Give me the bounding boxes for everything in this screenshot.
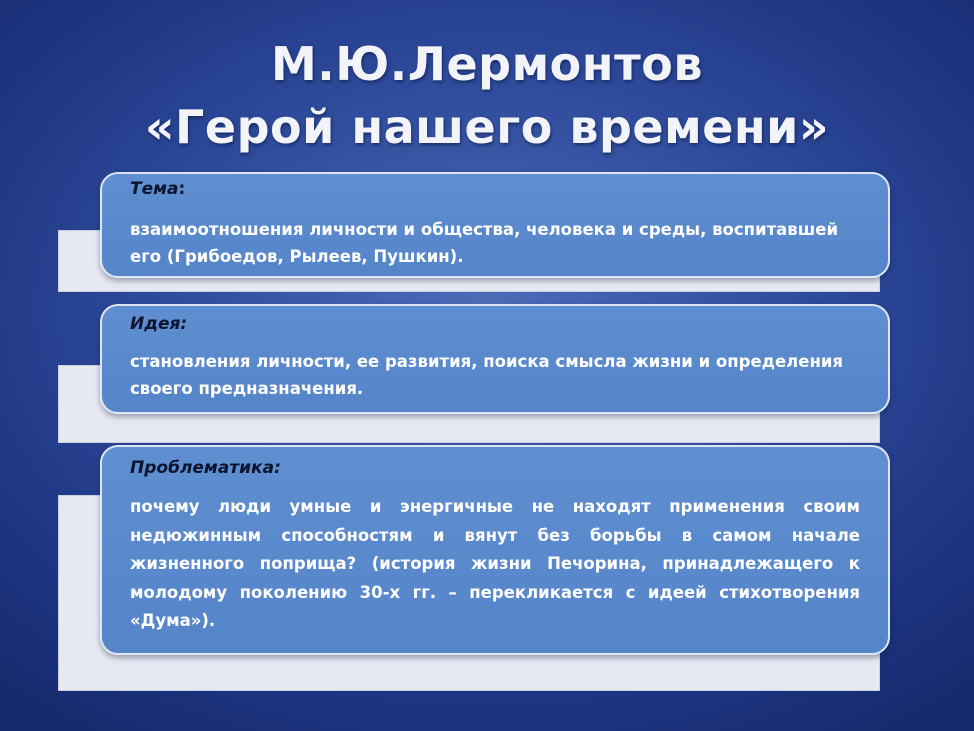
idea-text: становления личности, ее развития, поиска смысла жизни и определения своего предназначения. <box>130 352 844 398</box>
theme-card <box>100 172 890 278</box>
theme-heading-colon: : <box>178 179 186 199</box>
theme-heading <box>130 177 860 201</box>
problems-heading: Проблематика: <box>130 458 281 478</box>
problems-card <box>100 445 890 655</box>
theme-heading-label: Тема <box>130 179 179 199</box>
idea-heading: Идея: <box>130 314 188 334</box>
theme-text: взаимоотношения личности и общества, человека и среды, воспитавшей его (Грибоедов, Рылеев, Пушкин). <box>130 220 839 266</box>
slide-title-author: М.Ю.Лермонтов <box>271 37 703 91</box>
idea-card <box>100 304 890 414</box>
slide-title-work: «Герой нашего времени» <box>144 100 830 154</box>
problems-text: почему люди умные и энергичные не находят применения своим недюжинным способностям и вянут без борьбы в самом начале жизненного поприща? (история жизни Печорина, принадлежащего к молодому поколению 30-х гг. – перекликается с идеей стихотворения «Дума»). <box>130 497 860 630</box>
